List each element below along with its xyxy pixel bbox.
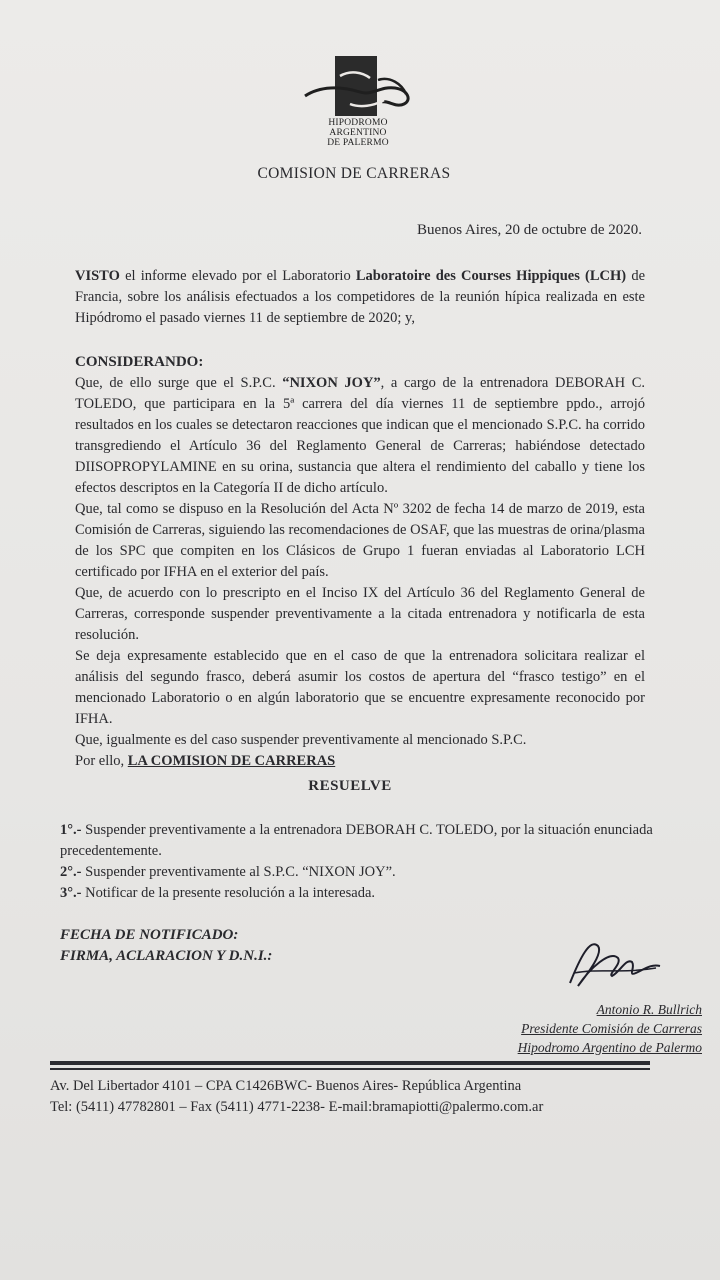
considerando-section bbox=[75, 352, 645, 772]
considerando-p5: Que, igualmente es del caso suspender preventivamente al mencionado S.P.C. bbox=[75, 732, 527, 748]
item-2-text: Suspender preventivamente al S.P.C. “NIXON JOY”. bbox=[81, 864, 396, 880]
considerando-heading: CONSIDERANDO: bbox=[75, 354, 204, 370]
footer-address: Av. Del Libertador 4101 – CPA C1426BWC- Buenos Aires- República Argentina bbox=[50, 1078, 522, 1094]
p6-text: Por ello, bbox=[75, 753, 128, 769]
visto-text-2: de Francia, sobre los análisis efectuados a los competidores de la reunión hípica realizada en este Hipódromo el pasado viernes 11 de septiembre de 2020; y, bbox=[75, 268, 645, 326]
considerando-p2: Que, tal como se dispuso en la Resolución del Acta Nº 3202 de fecha 14 de marzo de 2019, esta Comisión de Carreras, siguiendo las recomendaciones de OSAF, que las muestras de orina/plasma de los SPC que compiten en los Clásicos de Grupo 1 fueran enviadas al Laboratorio LCH certificado por IFHA en el exterior del país. bbox=[75, 501, 645, 580]
item-1-text: Suspender preventivamente a la entrenadora DEBORAH C. TOLEDO, por la situación enunciada precedentemente. bbox=[60, 822, 653, 859]
p1-text-b: , a cargo de la entrenadora DEBORAH C. TOLEDO, que participara en la 5ª carrera del día viernes 11 de septiembre ppdo., arrojó resultados en los cuales se detectaron reacciones que indican que el mencionado S.P.C. ha corrido transgrediendo el Artículo 36 del Reglamento General de Carreras; habiéndose detectado DIISOPROPYLAMINE en su orina, sustancia que altera el rendimiento del caballo y tiene los efectos descriptos en la Categoría II de dicho artículo. bbox=[75, 375, 645, 496]
signer-role: Presidente Comisión de Carreras bbox=[521, 1021, 702, 1036]
signer-block bbox=[518, 1000, 702, 1057]
considerando-p4: Se deja expresamente establecido que en el caso de que la entrenadora solicitara realizar el análisis del segundo frasco, deberá asumir los costos de apertura del “frasco testigo” en el mencionado Laboratorio o en algún laboratorio que se encuentre expresamente reconocido por IFHA. bbox=[75, 648, 645, 727]
notification-date-label: FECHA DE NOTIFICADO: bbox=[60, 927, 239, 943]
resuelve-item-3 bbox=[60, 883, 660, 904]
horse-name: “NIXON JOY” bbox=[282, 375, 381, 391]
visto-paragraph bbox=[75, 266, 645, 329]
item-1-number: 1°.- bbox=[60, 822, 82, 838]
lab-name: Laboratoire des Courses Hippiques (LCH) bbox=[355, 268, 627, 284]
signer-org: Hipodromo Argentino de Palermo bbox=[517, 1040, 702, 1055]
considerando-p6 bbox=[75, 751, 645, 772]
considerando-p1 bbox=[75, 373, 645, 499]
footer-contact: Tel: (5411) 47782801 – Fax (5411) 4771-2238- E-mail:bramapiotti@palermo.com.ar bbox=[50, 1099, 544, 1115]
visto-label: VISTO bbox=[75, 268, 120, 284]
footer-divider-thick bbox=[50, 1061, 650, 1065]
item-3-number: 3°.- bbox=[60, 885, 82, 901]
logo-line-3: DE PALERMO bbox=[327, 138, 389, 148]
logo-line-1: HIPODROMO bbox=[328, 118, 388, 128]
signer-name: Antonio R. Bullrich bbox=[596, 1002, 702, 1017]
p1-text-a: Que, de ello surge que el S.P.C. bbox=[75, 375, 283, 391]
logo-name bbox=[318, 118, 398, 148]
footer-divider-thin bbox=[50, 1068, 650, 1070]
notification-block bbox=[60, 925, 272, 967]
visto-text-1: el informe elevado por el Laboratorio bbox=[119, 268, 356, 284]
comision-underlined: LA COMISION DE CARRERAS bbox=[127, 753, 336, 769]
notification-signature-label: FIRMA, ACLARACION Y D.N.I.: bbox=[60, 948, 273, 964]
document-title: COMISION DE CARRERAS bbox=[257, 165, 451, 182]
resuelve-items bbox=[60, 820, 660, 904]
handwritten-signature-icon bbox=[560, 928, 670, 998]
resuelve-item-2 bbox=[60, 862, 660, 883]
resuelve-item-1 bbox=[60, 820, 660, 862]
item-3-text: Notificar de la presente resolución a la interesada. bbox=[81, 885, 376, 901]
document-date: Buenos Aires, 20 de octubre de 2020. bbox=[417, 222, 642, 238]
footer bbox=[50, 1076, 543, 1118]
considerando-p3: Que, de acuerdo con lo prescripto en el Inciso IX del Artículo 36 del Reglamento General de Carreras, corresponde suspender preventivamente a la citada entrenadora y notificarla de esta resolución. bbox=[75, 585, 645, 643]
item-2-number: 2°.- bbox=[60, 864, 82, 880]
resuelve-heading: RESUELVE bbox=[308, 778, 392, 794]
logo-line-2: ARGENTINO bbox=[329, 128, 387, 138]
